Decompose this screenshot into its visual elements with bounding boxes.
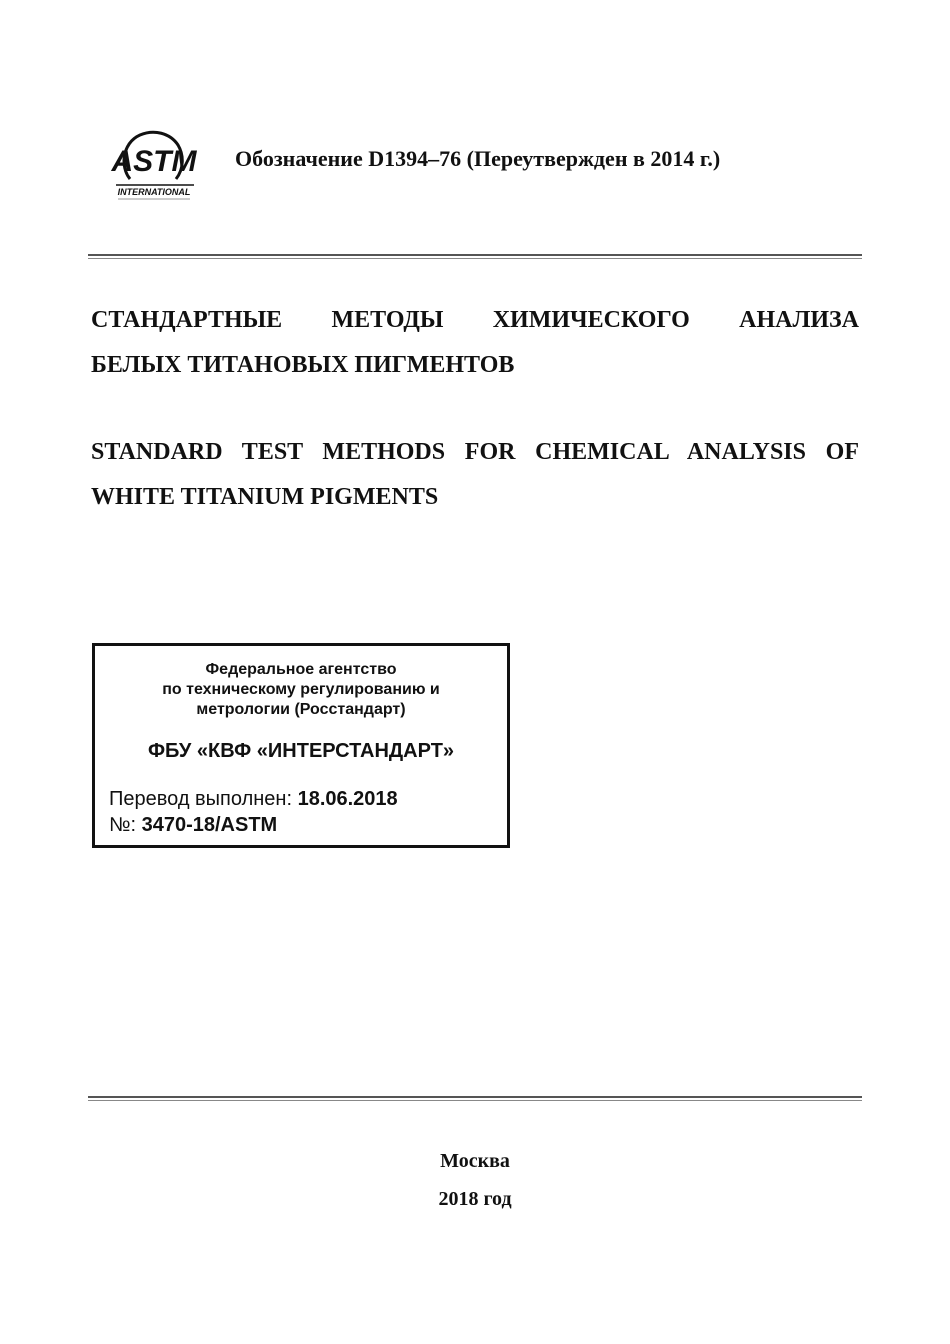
document-designation: Обозначение D1394–76 (Переутвержден в 2014 г.) (235, 146, 721, 171)
agency-line2: по техническому регулированию и (162, 681, 440, 698)
title-english-line1: STANDARD TEST METHODS FOR CHEMICAL ANALYSIS OF (91, 439, 859, 465)
title-russian (91, 298, 859, 388)
agency-line3: метрологии (Росстандарт) (196, 701, 406, 718)
top-divider (88, 254, 862, 259)
translation-date-line (109, 788, 398, 811)
title-english (91, 430, 859, 520)
title-russian-line2: БЕЛЫХ ТИТАНОВЫХ ПИГМЕНТОВ (91, 352, 515, 378)
title-russian-line1: СТАНДАРТНЫЕ МЕТОДЫ ХИМИЧЕСКОГО АНАЛИЗА (91, 307, 859, 333)
astm-logo-letters: ASTM (111, 145, 197, 178)
translation-label: Перевод выполнен: (109, 788, 298, 810)
astm-logo-subtext: INTERNATIONAL (117, 187, 191, 197)
astm-logo (110, 127, 198, 202)
number-label: №: (109, 814, 142, 836)
publication-city: Москва (440, 1150, 510, 1172)
bottom-divider (88, 1096, 862, 1101)
translation-stamp (92, 643, 510, 848)
translation-date: 18.06.2018 (297, 788, 398, 810)
translation-number-line (109, 814, 277, 837)
translation-number: 3470-18/ASTM (141, 814, 278, 836)
organization-name: ФБУ «КВФ «ИНТЕРСТАНДАРТ» (147, 740, 455, 762)
title-english-line2: WHITE TITANIUM PIGMENTS (91, 484, 439, 510)
agency-name (95, 660, 507, 720)
publication-year: 2018 год (438, 1188, 512, 1210)
agency-line1: Федеральное агентство (205, 661, 397, 678)
